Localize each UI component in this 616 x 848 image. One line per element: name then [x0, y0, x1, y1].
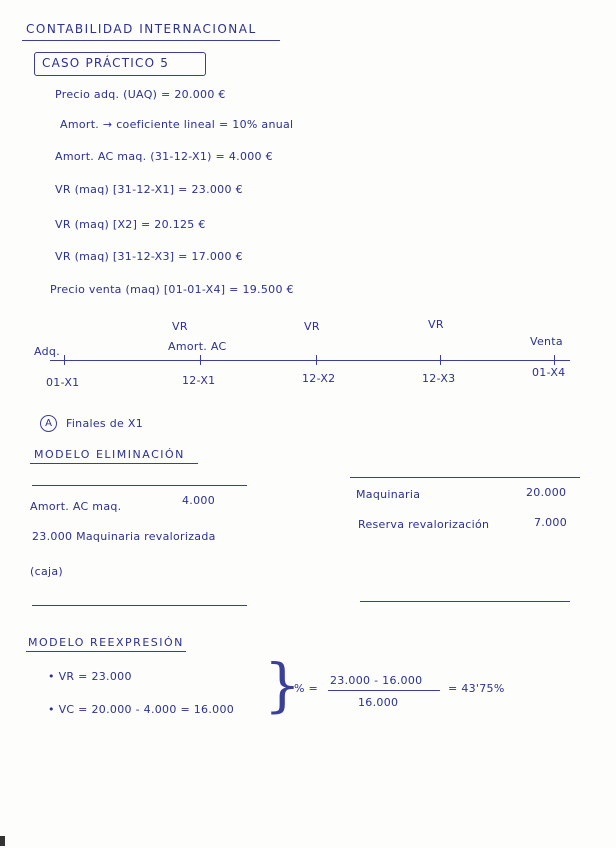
fraction-bar: [328, 690, 440, 691]
credit-line-1-amount: 20.000: [526, 486, 567, 499]
case-label: CASO PRÁCTICO 5: [42, 56, 170, 70]
heading-underline: [26, 651, 186, 652]
timeline-vr-1: VR: [172, 320, 188, 333]
fraction-denominator: 16.000: [358, 696, 399, 709]
data-line-6: VR (maq) [31-12-X3] = 17.000 €: [55, 250, 243, 263]
percent-result: = 43'75%: [448, 682, 505, 695]
fraction-numerator: 23.000 - 16.000: [330, 674, 423, 687]
data-line-3: Amort. AC maq. (31-12-X1) = 4.000 €: [55, 150, 273, 163]
timeline-vr-2: VR: [304, 320, 320, 333]
timeline-tick: [200, 355, 201, 365]
reexpresion-bullet-vr: • VR = 23.000: [48, 670, 132, 683]
timeline-tick: [316, 355, 317, 365]
timeline-amort: Amort. AC: [168, 340, 227, 353]
modelo-eliminacion-heading: MODELO ELIMINACIÓN: [34, 448, 185, 461]
timeline-date-4: 12-X3: [422, 372, 456, 385]
credit-line-2-amount: 7.000: [534, 516, 567, 529]
timeline-vr-3: VR: [428, 318, 444, 331]
curly-brace: }: [264, 651, 301, 719]
credit-line-2-text: Reserva revalorización: [358, 518, 490, 531]
timeline-date-5: 01-X4: [532, 366, 566, 379]
timeline-adq: Adq.: [34, 345, 60, 358]
debit-line-2: 23.000 Maquinaria revalorizada: [32, 530, 216, 543]
data-line-4: VR (maq) [31-12-X1] = 23.000 €: [55, 183, 243, 196]
ledger-top-left: [32, 485, 247, 486]
percent-label: % =: [294, 682, 319, 695]
timeline-tick: [64, 355, 65, 365]
timeline-venta: Venta: [530, 335, 563, 348]
debit-line-1-text: Amort. AC maq.: [30, 500, 122, 513]
title-underline: [22, 40, 280, 41]
ledger-bottom-right: [360, 601, 570, 602]
ledger-top-right: [350, 477, 580, 478]
modelo-reexpresion-heading: MODELO REEXPRESIÓN: [28, 636, 184, 649]
timeline-date-1: 01-X1: [46, 376, 80, 389]
debit-line-1-amount: 4.000: [182, 494, 215, 507]
ledger-bottom-left: [32, 605, 247, 606]
timeline-tick: [440, 355, 441, 365]
data-line-2: Amort. → coeficiente lineal = 10% anual: [60, 118, 294, 131]
timeline-date-3: 12-X2: [302, 372, 336, 385]
debit-line-3: (caja): [30, 565, 63, 578]
scan-edge-mark: [0, 836, 5, 846]
page-title: CONTABILIDAD INTERNACIONAL: [26, 22, 257, 36]
timeline-date-2: 12-X1: [182, 374, 216, 387]
data-line-1: Precio adq. (UAQ) = 20.000 €: [55, 88, 226, 101]
section-a-text: Finales de X1: [66, 417, 144, 430]
section-a-marker: A: [40, 415, 57, 432]
data-line-7: Precio venta (maq) [01-01-X4] = 19.500 €: [50, 283, 294, 296]
reexpresion-bullet-vc: • VC = 20.000 - 4.000 = 16.000: [48, 703, 235, 716]
data-line-5: VR (maq) [X2] = 20.125 €: [55, 218, 206, 231]
heading-underline: [30, 463, 198, 464]
timeline-axis: [50, 360, 570, 361]
timeline-tick: [554, 355, 555, 365]
credit-line-1-text: Maquinaria: [356, 488, 421, 501]
